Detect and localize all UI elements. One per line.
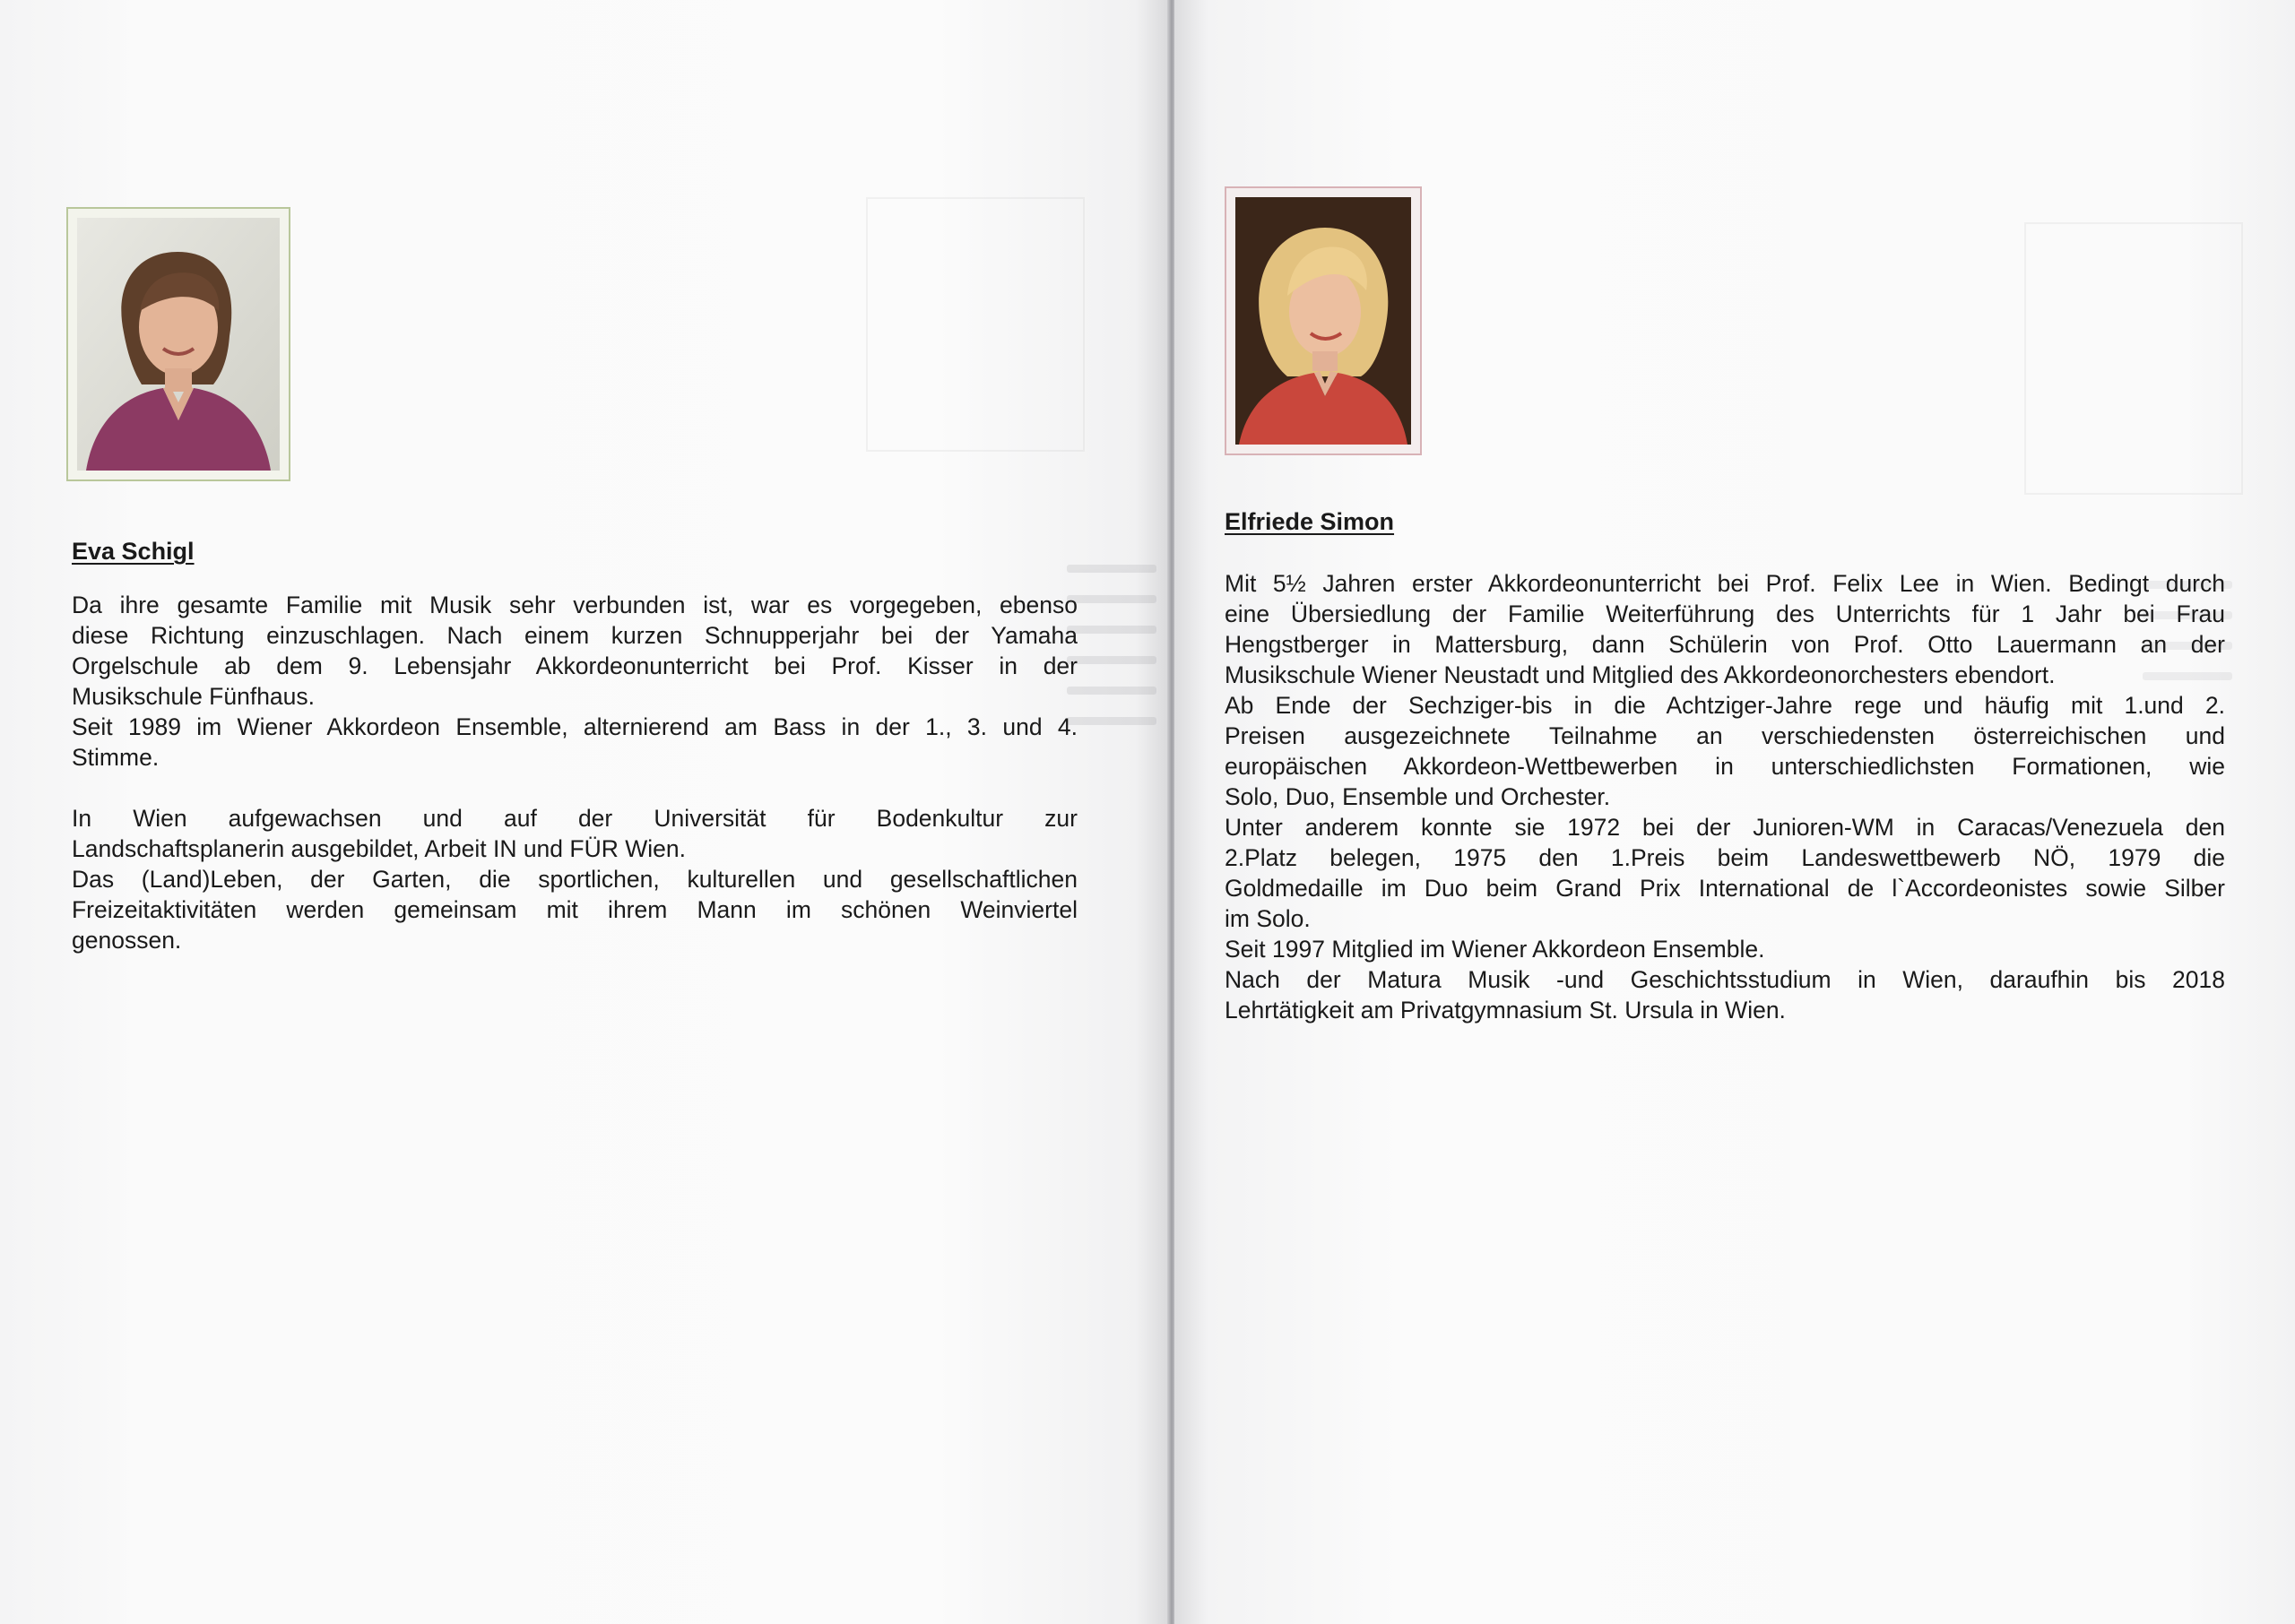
- bio-line: europäischen Akkordeon-Wettbewerben in unterschiedlichsten Formationen, wie: [1225, 753, 2225, 780]
- bio-line: Lehrtätigkeit am Privatgymnasium St. Ursula in Wien.: [1225, 997, 1786, 1024]
- bio-line: Goldmedaille im Duo beim Grand Prix International de l`Accordeonistes sowie Silber: [1225, 875, 2225, 902]
- bio-line: Musikschule Wiener Neustadt und Mitglied des Akkordeonorchesters ebendort.: [1225, 661, 2056, 688]
- bio-line: Orgelschule ab dem 9. Lebensjahr Akkordeonunterricht bei Prof. Kisser in der: [72, 652, 1078, 679]
- portrait-photo-eva-schigl: [66, 207, 290, 481]
- portrait-photo-elfriede-simon: [1225, 186, 1422, 455]
- bio-line: Seit 1997 Mitglied im Wiener Akkordeon Ensemble.: [1225, 936, 1765, 963]
- bio-line: 2.Platz belegen, 1975 den 1.Preis beim Landeswettbewerb NÖ, 1979 die: [1225, 844, 2225, 871]
- bio-line: Mit 5½ Jahren erster Akkordeonunterricht bei Prof. Felix Lee in Wien. Bedingt durch: [1225, 570, 2225, 597]
- bio-line: Das (Land)Leben, der Garten, die sportlichen, kulturellen und gesellschaftlichen: [72, 866, 1078, 893]
- person-name-eva-schigl: Eva Schigl: [72, 538, 195, 565]
- bleed-through-photo: [866, 197, 1085, 452]
- bio-line: In Wien aufgewachsen und auf der Universität für Bodenkultur zur: [72, 805, 1078, 832]
- biography-elfriede-simon: [1225, 568, 2225, 1025]
- bio-line: Da ihre gesamte Familie mit Musik sehr verbunden ist, war es vorgegeben, ebenso: [72, 592, 1078, 618]
- person-name-elfriede-simon: Elfriede Simon: [1225, 508, 1395, 535]
- bio-line: Solo, Duo, Ensemble und Orchester.: [1225, 783, 1611, 810]
- bio-line: genossen.: [72, 927, 182, 954]
- bio-line: eine Übersiedlung der Familie Weiterführung des Unterrichts für 1 Jahr bei Frau: [1225, 600, 2225, 627]
- bio-line: Unter anderem konnte sie 1972 bei der Junioren-WM in Caracas/Venezuela den: [1225, 814, 2225, 841]
- bio-line: Landschaftsplanerin ausgebildet, Arbeit IN und FÜR Wien.: [72, 835, 686, 862]
- bio-line: Nach der Matura Musik -und Geschichtsstudium in Wien, daraufhin bis 2018: [1225, 966, 2225, 993]
- bleed-through-text: [1067, 565, 1156, 747]
- portrait-photo-icon: [77, 218, 280, 471]
- bio-line: Stimme.: [72, 744, 160, 771]
- bio-line: Musikschule Fünfhaus.: [72, 683, 316, 710]
- bio-line: Preisen ausgezeichnete Teilnahme an verschiedensten österreichischen und: [1225, 722, 2225, 749]
- bio-line: Hengstberger in Mattersburg, dann Schülerin von Prof. Otto Lauermann an der: [1225, 631, 2225, 658]
- bio-line: diese Richtung einzuschlagen. Nach einem kurzen Schnupperjahr bei der Yamaha: [72, 622, 1078, 649]
- bleed-through-photo: [2024, 222, 2243, 495]
- bio-line: Freizeitaktivitäten werden gemeinsam mit ihrem Mann im schönen Weinviertel: [72, 896, 1078, 923]
- bio-line: Seit 1989 im Wiener Akkordeon Ensemble, alternierend am Bass in der 1., 3. und 4.: [72, 713, 1078, 740]
- paragraph-gap: [72, 773, 1078, 803]
- bio-line: im Solo.: [1225, 905, 1311, 932]
- biography-eva-schigl: [72, 590, 1078, 955]
- bio-line: Ab Ende der Sechziger-bis in die Achtziger-Jahre rege und häufig mit 1.und 2.: [1225, 692, 2225, 719]
- portrait-photo-icon: [1235, 197, 1411, 445]
